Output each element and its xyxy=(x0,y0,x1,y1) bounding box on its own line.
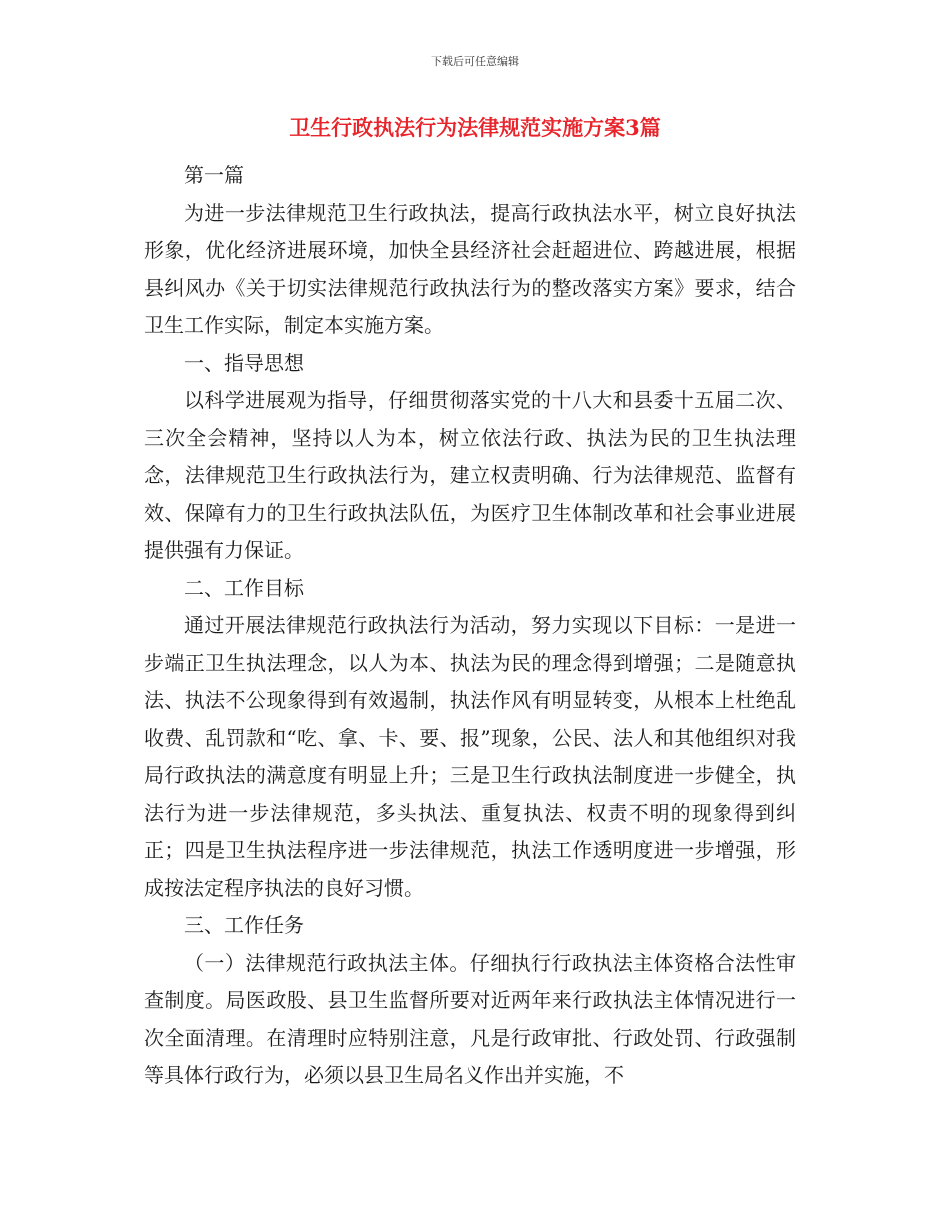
section-heading-guiding-thought: 一、指导思想 xyxy=(184,350,304,375)
paragraph-guiding-thought: 以科学进展观为指导，仔细贯彻落实党的十八大和县委十五届二次、三次全会精神，坚持以人为本，树立依法行政、执法为民的卫生执法理念，法律规范卫生行政执法行为，建立权责明确、行为法律规范、监督有效、保障有力的卫生行政执法队伍，为医疗卫生体制改革和社会事业进展提供强有力保证。 xyxy=(144,388,796,562)
document-body xyxy=(144,157,796,1095)
document-title: 卫生行政执法行为法律规范实施方案3篇 xyxy=(289,115,661,140)
paragraph-work-tasks: （一）法律规范行政执法主体。仔细执行行政执法主体资格合法性审查制度。局医政股、县卫生监督所要对近两年来行政执法主体情况进行一次全面清理。在清理时应特别注意，凡是行政审批、行政处罚、行政强制等具体行政行为，必须以县卫生局名义作出并实施，不 xyxy=(144,950,796,1087)
section-heading-first: 第一篇 xyxy=(184,163,244,187)
section-heading-work-goals: 二、工作目标 xyxy=(184,575,304,600)
header-note: 下载后可任意编辑 xyxy=(431,55,519,68)
paragraph-intro: 为进一步法律规范卫生行政执法，提高行政执法水平，树立良好执法形象，优化经济进展环境，加快全县经济社会赶超进位、跨越进展，根据县纠风办《关于切实法律规范行政执法行为的整改落实方案》要求，结合卫生工作实际，制定本实施方案。 xyxy=(144,200,796,337)
section-heading-work-tasks: 三、工作任务 xyxy=(184,913,304,937)
paragraph-work-goals: 通过开展法律规范行政执法行为活动，努力实现以下目标：一是进一步端正卫生执法理念，以人为本、执法为民的理念得到增强；二是随意执法、执法不公现象得到有效遏制，执法作风有明显转变，从根本上杜绝乱收费、乱罚款和“吃、拿、卡、要、报”现象，公民、法人和其他组织对我局行政执法的满意度有明显上升；三是卫生行政执法制度进一步健全，执法行为进一步法律规范，多头执法、重复执法、权责不明的现象得到纠正；四是卫生执法程序进一步法律规范，执法工作透明度进一步增强，形成按法定程序执法的良好习惯。 xyxy=(144,613,796,900)
